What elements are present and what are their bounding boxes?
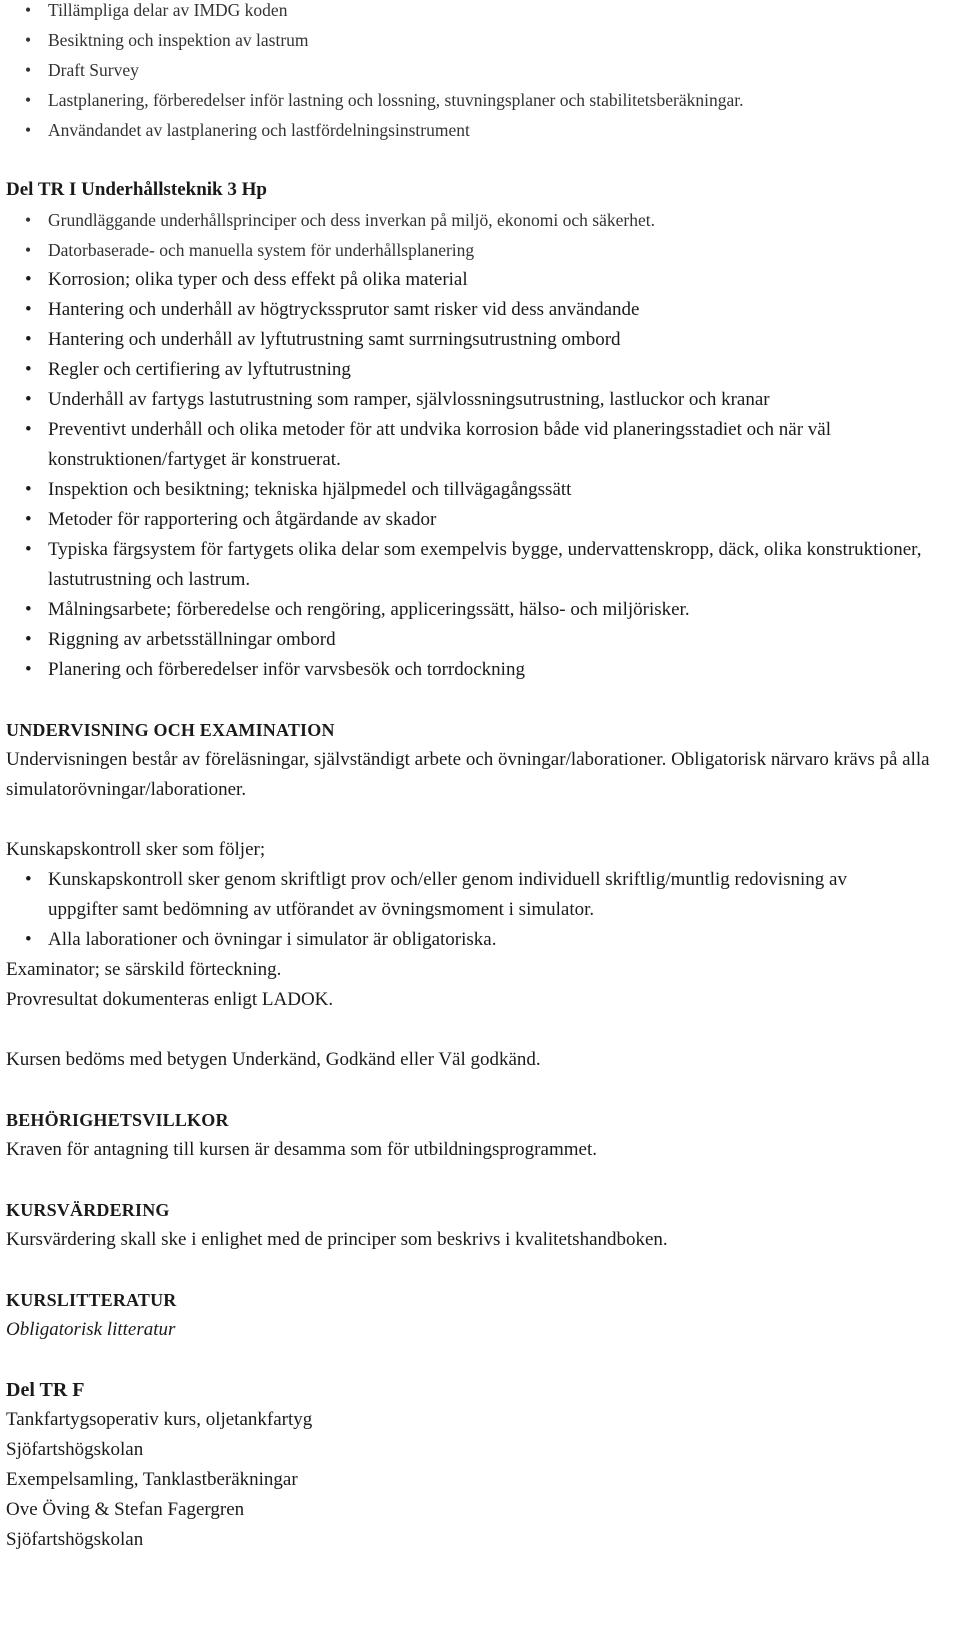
literature-line: Sjöfartshögskolan [6,1529,144,1550]
list-item: • Inspektion och besiktning; tekniska hjälpmedel och tillvägagångssätt [6,475,956,505]
list-item: • Besiktning och inspektion av lastrum [6,25,956,55]
list-item: • Användandet av lastplanering och lastfördelningsinstrument [6,115,956,145]
literature-line: Exempelsamling, Tanklastberäkningar [6,1469,298,1490]
list-item: • Korrosion; olika typer och dess effekt på olika material [6,265,956,295]
list-item: • Datorbaserade- och manuella system för underhållsplanering [6,235,956,265]
list-item: • Kunskapskontroll sker genom skriftligt prov och/eller genom individuell skriftlig/muntlig redovisning av uppgifter samt bedömning av utförandet av övningsmoment i simulator. [6,865,956,925]
list-item: • Riggning av arbetsställningar ombord [6,625,956,655]
kurslitteratur-subheading: Obligatorisk litteratur [6,1319,176,1340]
list-item: • Metoder för rapportering och åtgärdande av skador [6,505,956,535]
list-item: • Underhåll av fartygs lastutrustning som ramper, självlossningsutrustning, lastluckor och kranar [6,385,956,415]
examinator-text: Examinator; se särskild förteckning. [6,959,282,980]
list-item: • Grundläggande underhållsprinciper och dess inverkan på miljö, ekonomi och säkerhet. [6,205,956,235]
kursvardering-text: Kursvärdering skall ske i enlighet med de principer som beskrivs i kvalitetshandboken. [6,1229,668,1250]
list-item: • Planering och förberedelser inför varvsbesök och torrdockning [6,655,956,685]
top-bullet-list [6,0,956,145]
behorighet-text: Kraven för antagning till kursen är desamma som för utbildningsprogrammet. [6,1139,597,1160]
list-item: • Typiska färgsystem för fartygets olika delar som exempelvis bygge, undervattenskropp, däck, olika konstruktioner, lastutrustning och lastrum. [6,535,956,595]
list-item: • Tillämpliga delar av IMDG koden [6,0,956,25]
list-item: • Hantering och underhåll av lyftutrustning samt surrningsutrustning ombord [6,325,956,355]
section-heading-kurslitteratur: KURSLITTERATUR [6,1290,177,1310]
list-item: • Alla laborationer och övningar i simulator är obligatoriska. [6,925,956,955]
undervisning-paragraph: Undervisningen består av föreläsningar, självständigt arbete och övningar/laborationer. Obligatorisk närvaro krävs på alla simulatorövningar/laborationer. [6,749,930,800]
section-heading-del-tr-i: Del TR I Underhållsteknik 3 Hp [6,179,267,200]
section-heading-behorighet: BEHÖRIGHETSVILLKOR [6,1110,229,1130]
kontroll-list [6,865,956,955]
literature-line: Ove Öving & Stefan Fagergren [6,1499,245,1520]
list-item: • Preventivt underhåll och olika metoder för att undvika korrosion både vid planeringsstadiet och när väl konstruktionen/fartyget är konstruerat. [6,415,956,475]
list-item: • Målningsarbete; förberedelse och rengöring, appliceringssätt, hälso- och miljörisker. [6,595,956,625]
kontroll-intro: Kunskapskontroll sker som följer; [6,839,266,860]
betyg-text: Kursen bedöms med betygen Underkänd, Godkänd eller Väl godkänd. [6,1049,541,1070]
del-tr-f-heading: Del TR F [6,1379,85,1401]
literature-line: Tankfartygsoperativ kurs, oljetankfartyg [6,1409,313,1430]
section-heading-undervisning: UNDERVISNING OCH EXAMINATION [6,720,335,740]
list-item: • Lastplanering, förberedelser inför lastning och lossning, stuvningsplaner och stabilitetsberäkningar. [6,85,956,115]
document-page [6,0,956,1555]
list-item: • Hantering och underhåll av högtryckssprutor samt risker vid dess användande [6,295,956,325]
provresultat-text: Provresultat dokumenteras enligt LADOK. [6,989,334,1010]
literature-line: Sjöfartshögskolan [6,1439,144,1460]
list-item: • Regler och certifiering av lyftutrustning [6,355,956,385]
list-item: • Draft Survey [6,55,956,85]
section-heading-kursvardering: KURSVÄRDERING [6,1200,170,1220]
del-tr-i-list [6,205,956,685]
